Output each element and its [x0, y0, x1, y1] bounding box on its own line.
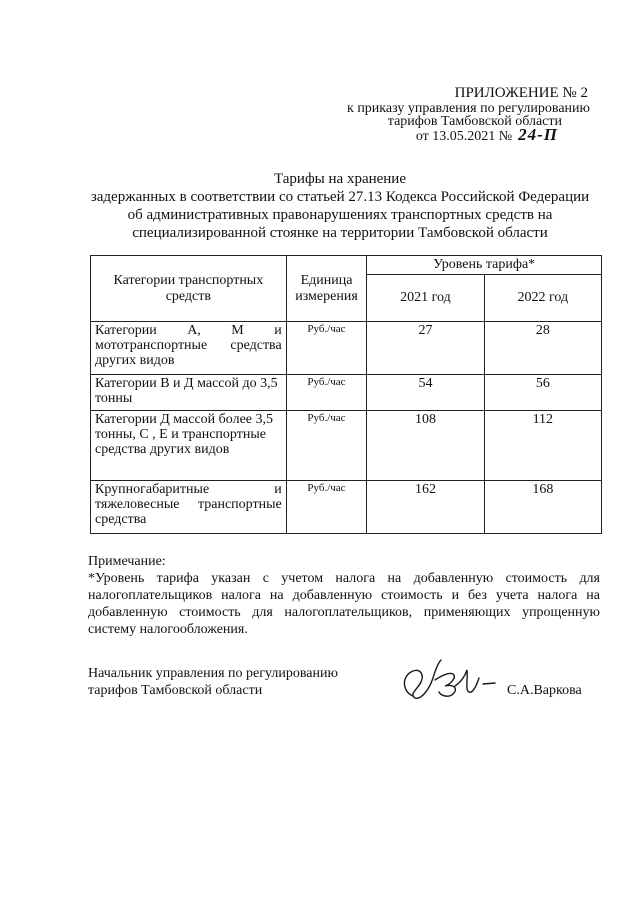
row-value-2022: 168 [484, 481, 601, 534]
row-unit: Руб./час [286, 481, 367, 534]
header-unit: Единица измерения [286, 256, 367, 322]
row-unit: Руб./час [286, 411, 367, 481]
row-value-2021: 27 [367, 322, 484, 375]
signatory-position-line-1: Начальник управления по регулированию [88, 666, 338, 681]
header-year-2021: 2021 год [367, 275, 484, 322]
row-category: Категории А, М и мототранспортные средства других видов [91, 322, 287, 375]
table-row [91, 481, 602, 534]
tariff-table [90, 255, 602, 534]
handwritten-signature [395, 652, 500, 709]
row-value-2022: 112 [484, 411, 601, 481]
appendix-date-line [416, 127, 558, 145]
appendix-date-text: от 13.05.2021 № [415, 129, 513, 144]
row-category: Крупногабаритные и тяжеловесные транспортные средства [91, 481, 287, 534]
row-value-2022: 28 [484, 322, 601, 375]
appendix-title: ПРИЛОЖЕНИЕ № 2 [454, 85, 588, 101]
row-category: Категории В и Д массой до 3,5 тонны [91, 375, 287, 411]
note-title: Примечание: [88, 554, 166, 569]
signatory-position-line-2: тарифов Тамбовской области [88, 683, 263, 698]
header-category: Категории транспортных средств [91, 256, 287, 322]
appendix-order-line: к приказу управления по регулированию [347, 101, 590, 116]
handwritten-order-number: 24-П [518, 125, 558, 144]
document-title-line-4: специализированной стоянке на территории Тамбовской области [132, 225, 548, 241]
header-year-2022: 2022 год [484, 275, 601, 322]
row-value-2021: 162 [367, 481, 484, 534]
header-tariff-level: Уровень тарифа* [367, 256, 602, 275]
row-value-2021: 54 [367, 375, 484, 411]
signatory-name: С.А.Варкова [507, 683, 582, 698]
row-value-2022: 56 [484, 375, 601, 411]
document-title-line-3: об административных правонарушениях транспортных средств на [127, 207, 553, 223]
table-row [91, 322, 602, 375]
document-title-line-1: Тарифы на хранение [273, 171, 406, 187]
row-unit: Руб./час [286, 375, 367, 411]
note-text: *Уровень тарифа указан с учетом налога на добавленную стоимость для налогоплательщиков налога на добавленную стоимость и без учета налога на добавленную стоимость для налогоплательщиков, применяющих упрощенную систему налогообложения. [88, 571, 600, 637]
row-unit: Руб./час [286, 322, 367, 375]
table-row [91, 411, 602, 481]
row-category: Категории Д массой более 3,5 тонны, С , Е и транспортные средства других видов [91, 411, 287, 481]
appendix-authority-line: тарифов Тамбовской области [387, 114, 562, 129]
table-row [91, 375, 602, 411]
row-value-2021: 108 [367, 411, 484, 481]
document-title-line-2: задержанных в соответствии со статьей 27.13 Кодекса Российской Федерации [90, 189, 590, 205]
